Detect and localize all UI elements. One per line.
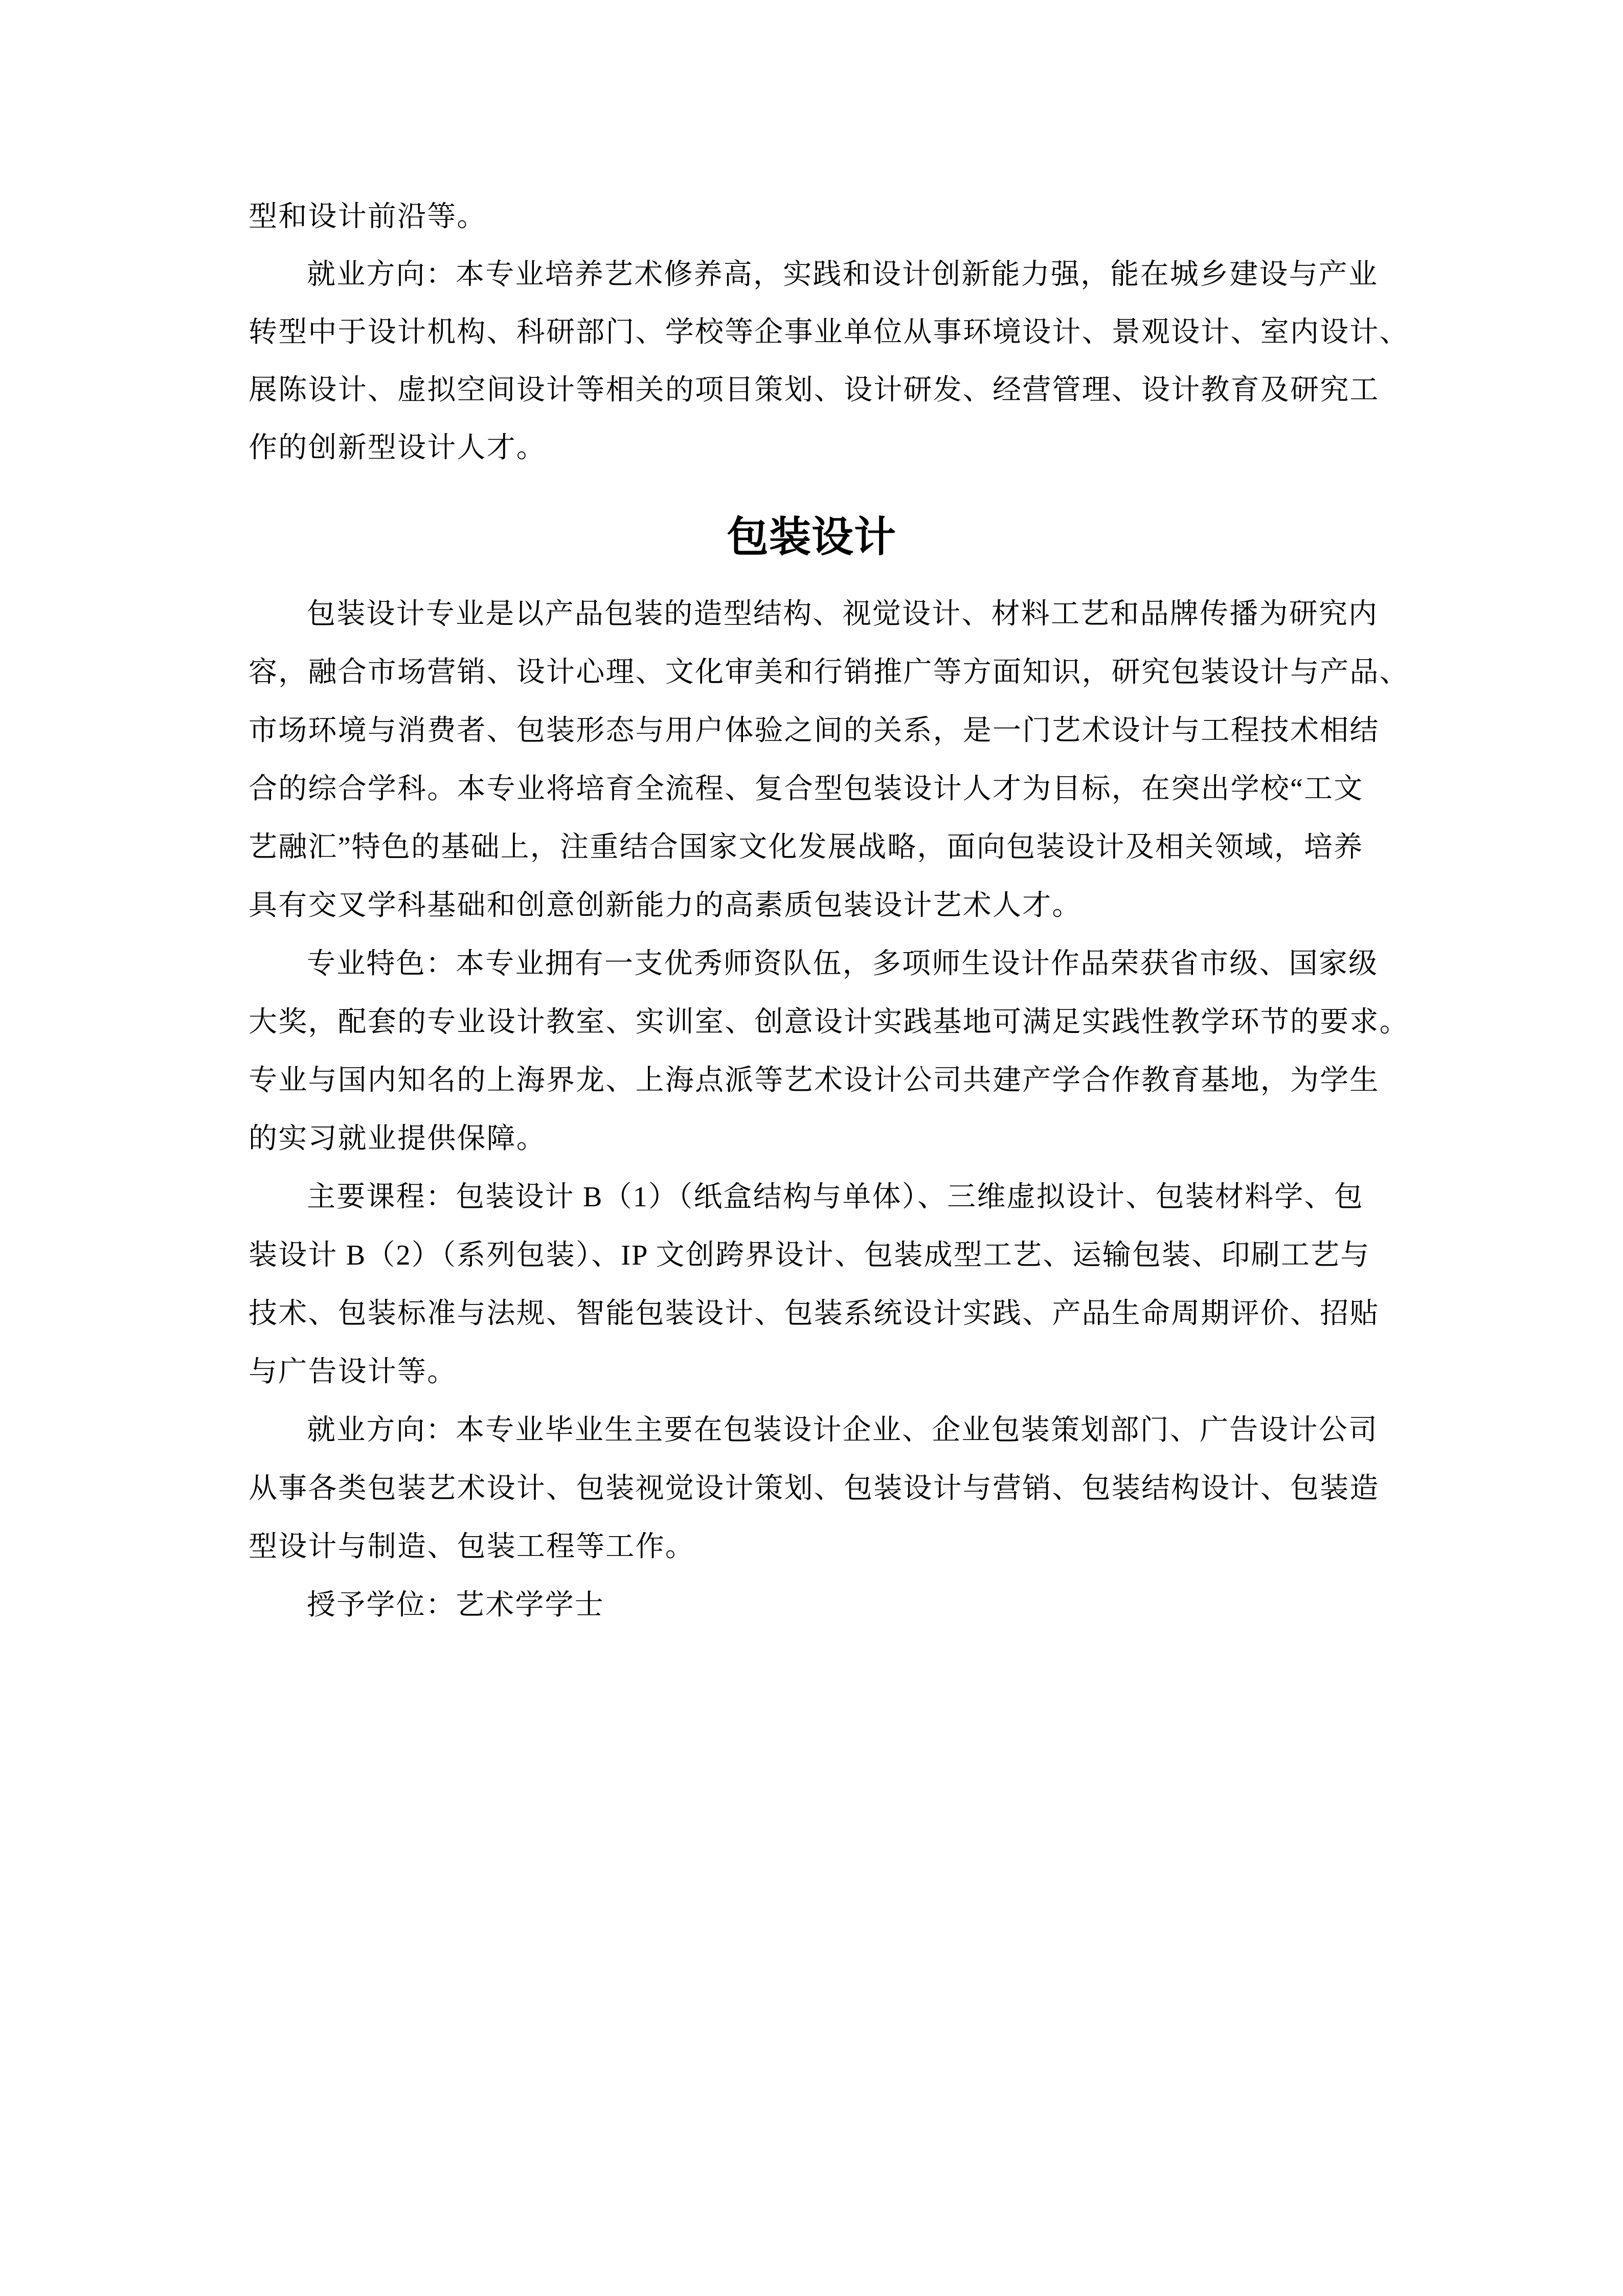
text-line: 包装设计专业是以产品包装的造型结构、视觉设计、材料工艺和品牌传播为研究内 <box>307 598 1379 630</box>
text-line: 与广告设计等。 <box>249 1356 457 1388</box>
text-line: 型和设计前沿等。 <box>249 201 487 233</box>
text-line: 展陈设计、虚拟空间设计等相关的项目策划、设计研发、经营管理、设计教育及研究工 <box>249 374 1380 406</box>
text-line: 装设计 B（2）（系列包装）、IP 文创跨界设计、包装成型工艺、运输包装、印刷工艺与 <box>249 1240 1370 1271</box>
text-line: 就业方向：本专业毕业生主要在包装设计企业、企业包装策划部门、广告设计公司 <box>307 1414 1379 1446</box>
text-line: 就业方向：本专业培养艺术修养高，实践和设计创新能力强，能在城乡建设与产业 <box>307 259 1379 290</box>
text-line: 从事各类包装艺术设计、包装视觉设计策划、包装设计与营销、包装结构设计、包装造 <box>249 1473 1380 1504</box>
text-line: 具有交叉学科基础和创意创新能力的高素质包装设计艺术人才。 <box>249 890 1082 921</box>
text-line: 合的综合学科。本专业将培育全流程、复合型包装设计人才为目标，在突出学校“工文 <box>249 773 1364 805</box>
text-line: 大奖，配套的专业设计教室、实训室、创意设计实践基地可满足实践性教学环节的要求。 <box>249 1006 1409 1038</box>
text-line: 专业特色：本专业拥有一支优秀师资队伍，多项师生设计作品荣获省市级、国家级 <box>307 948 1379 980</box>
text-line: 的实习就业提供保障。 <box>249 1123 546 1155</box>
text-line: 主要课程：包装设计 B（1）（纸盒结构与单体）、三维虚拟设计、包装材料学、包 <box>307 1181 1364 1213</box>
text-line: 市场环境与消费者、包装形态与用户体验之间的关系，是一门艺术设计与工程技术相结 <box>249 715 1380 747</box>
section-body <box>249 585 1409 1634</box>
text-line: 型设计与制造、包装工程等工作。 <box>249 1531 695 1563</box>
text-line: 专业与国内知名的上海界龙、上海点派等艺术设计公司共建产学合作教育基地，为学生 <box>249 1065 1380 1096</box>
intro-paragraph-continued <box>249 188 1409 477</box>
text-line: 艺融汇”特色的基础上，注重结合国家文化发展战略，面向包装设计及相关领域，培养 <box>249 831 1364 863</box>
section-heading: 包装设计 <box>726 514 896 560</box>
text-line: 转型中于设计机构、科研部门、学校等企事业单位从事环境设计、景观设计、室内设计、 <box>249 317 1409 348</box>
text-line: 技术、包装标准与法规、智能包装设计、包装系统设计实践、产品生命周期评价、招贴 <box>249 1298 1380 1330</box>
text-line: 容，融合市场营销、设计心理、文化审美和行销推广等方面知识，研究包装设计与产品、 <box>249 657 1409 688</box>
text-line: 作的创新型设计人才。 <box>249 432 546 464</box>
text-line: 授予学位：艺术学学士 <box>307 1589 604 1621</box>
